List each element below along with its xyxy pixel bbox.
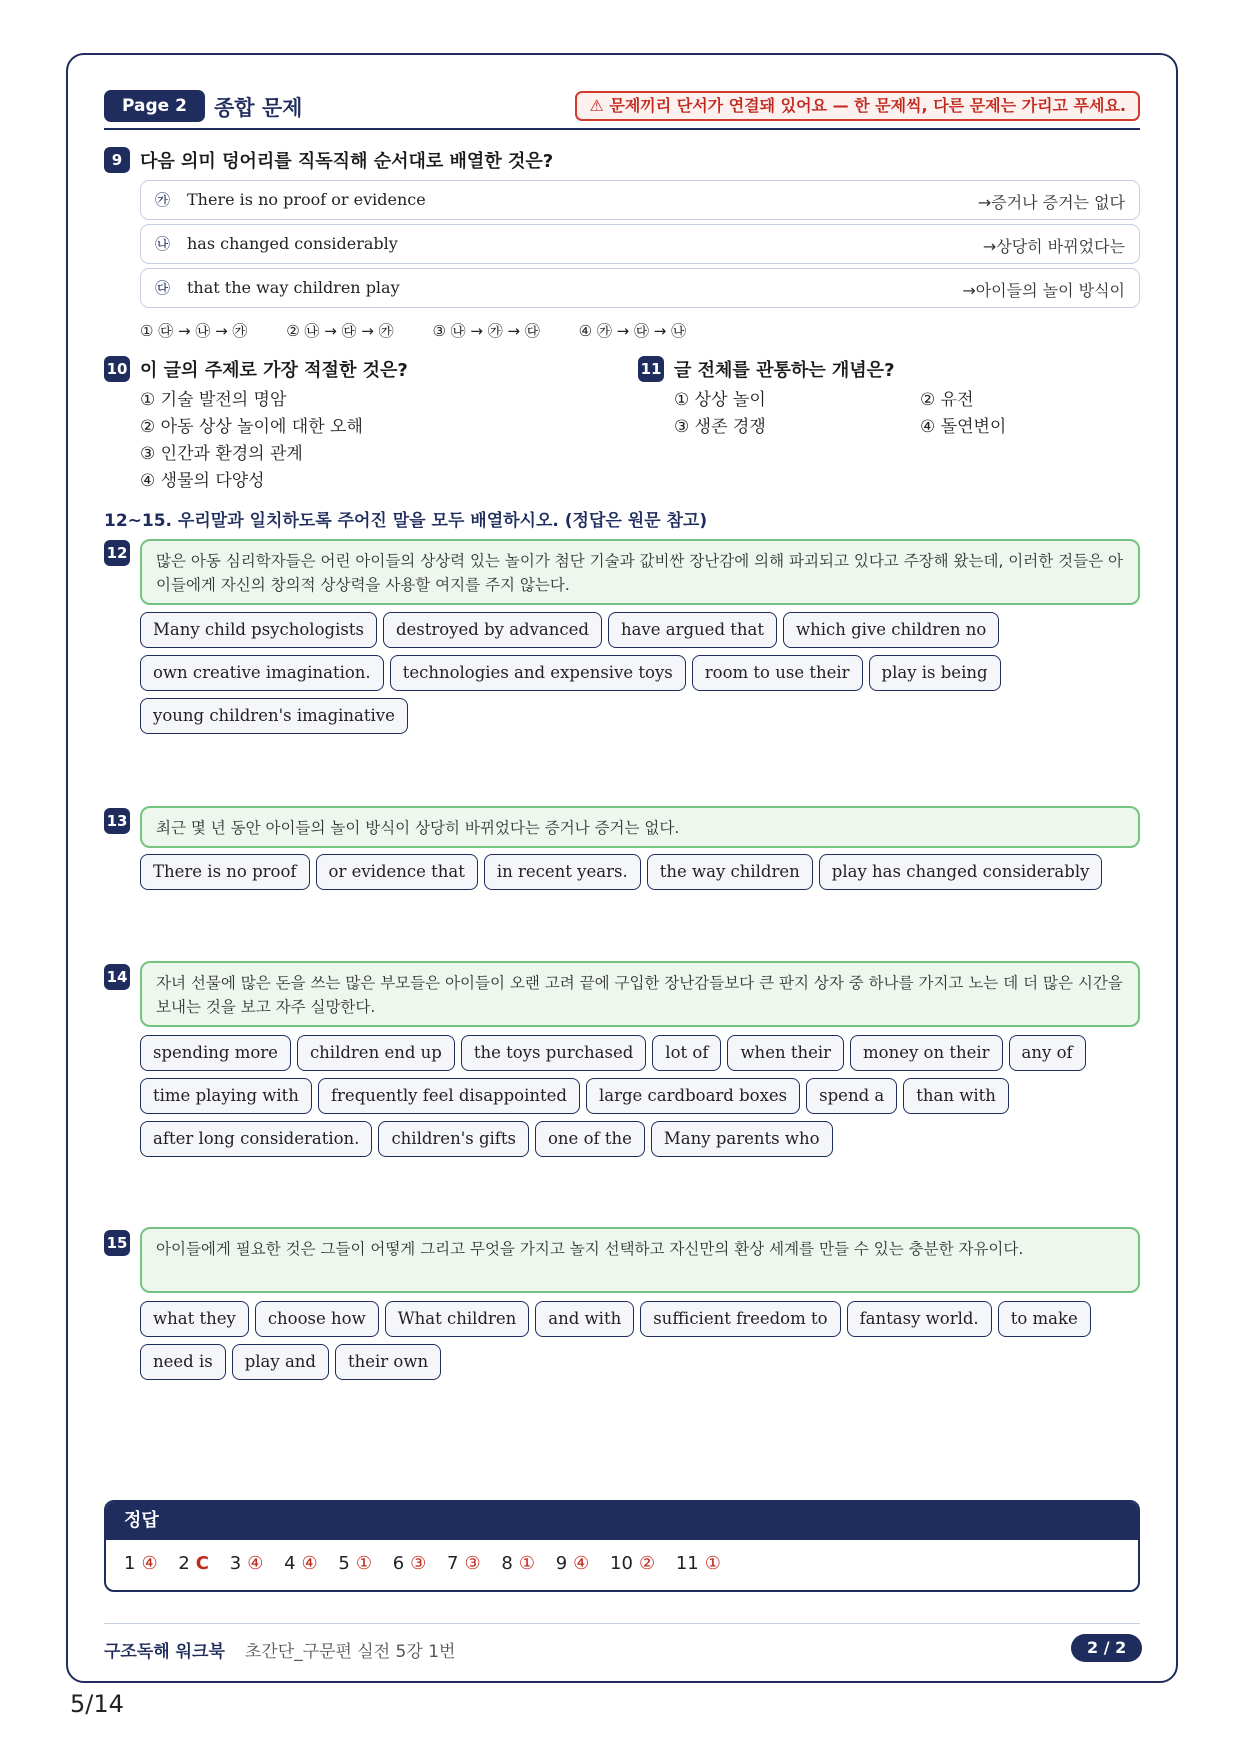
word-tile[interactable]: young children's imaginative xyxy=(140,698,408,734)
word-tile[interactable]: There is no proof xyxy=(140,854,310,890)
word-tile[interactable]: children's gifts xyxy=(378,1121,529,1157)
answer-value: ④ xyxy=(141,1553,158,1574)
word-tile[interactable]: choose how xyxy=(255,1301,379,1337)
answer-number: 7 xyxy=(447,1553,459,1574)
word-tile[interactable]: the way children xyxy=(647,854,813,890)
chunk-row xyxy=(140,180,1140,220)
word-tile[interactable]: spending more xyxy=(140,1035,291,1071)
viewer-page-counter: 5/14 xyxy=(70,1690,124,1718)
question-11-options xyxy=(674,387,766,441)
answer-number: 11 xyxy=(675,1553,699,1574)
chunk-korean: →아이들의 놀이 방식이 xyxy=(962,281,1125,300)
korean-sentence-box: 많은 아동 심리학자들은 어린 아이들의 상상력 있는 놀이가 첨단 기술과 값비싼 장난감에 의해 파괴되고 있다고 주장해 왔는데, 이러한 것들은 아이들에게 자신의 창의적 상상력을 사용할 여지를 주지 않는다. xyxy=(140,539,1140,605)
question-11-title: 글 전체를 관통하는 개념은? xyxy=(674,360,895,381)
footer-divider xyxy=(104,1623,1140,1624)
word-tile[interactable]: their own xyxy=(335,1344,441,1380)
option-3[interactable]: ③ 인간과 환경의 관계 xyxy=(140,444,303,464)
option-1[interactable]: ① 기술 발전의 명암 xyxy=(140,390,287,410)
question-number-9: 9 xyxy=(104,147,130,173)
question-11-options-right xyxy=(920,387,1006,441)
word-tile[interactable]: Many child psychologists xyxy=(140,612,377,648)
question-number-11: 11 xyxy=(638,356,664,382)
answer-item xyxy=(230,1553,264,1574)
korean-sentence-box: 아이들에게 필요한 것은 그들이 어떻게 그리고 무엇을 가지고 놀지 선택하고 자신만의 환상 세계를 만들 수 있는 충분한 자유이다. xyxy=(140,1227,1140,1293)
word-tile[interactable]: time playing with xyxy=(140,1078,312,1114)
word-tile[interactable]: need is xyxy=(140,1344,226,1380)
answer-item xyxy=(556,1553,590,1574)
chunk-row xyxy=(140,224,1140,264)
word-tiles-12 xyxy=(140,612,1150,734)
answer-number: 10 xyxy=(610,1553,633,1574)
word-tile[interactable]: frequently feel disappointed xyxy=(318,1078,580,1114)
word-tile[interactable]: fantasy world. xyxy=(847,1301,992,1337)
option-3[interactable]: ③ 생존 경쟁 xyxy=(674,417,766,437)
word-tile[interactable]: technologies and expensive toys xyxy=(390,655,686,691)
warning-notice: ⚠ 문제끼리 단서가 연결돼 있어요 — 한 문제씩, 다른 문제는 가리고 푸세요. xyxy=(575,91,1140,121)
answer-key-heading: 정답 xyxy=(106,1502,1138,1540)
answer-item xyxy=(501,1553,535,1574)
option-4[interactable]: ④ 돌연변이 xyxy=(920,417,1007,437)
word-tile[interactable]: than with xyxy=(903,1078,1009,1114)
word-tile[interactable]: destroyed by advanced xyxy=(383,612,602,648)
chunk-marker: ㉯ xyxy=(155,235,171,253)
footer-page-badge: 2 / 2 xyxy=(1071,1634,1142,1662)
answer-value: ④ xyxy=(573,1553,590,1574)
word-tile[interactable]: play has changed considerably xyxy=(819,854,1103,890)
answer-item xyxy=(124,1553,158,1574)
option-2[interactable]: ② 유전 xyxy=(920,390,974,410)
word-tile[interactable]: what they xyxy=(140,1301,249,1337)
word-tile[interactable]: and with xyxy=(535,1301,634,1337)
answer-item xyxy=(676,1553,721,1574)
answer-value: ③ xyxy=(410,1553,427,1574)
answer-item xyxy=(610,1553,655,1574)
answer-number: 9 xyxy=(555,1553,568,1574)
answer-value: ① xyxy=(355,1553,372,1574)
word-tile[interactable]: one of the xyxy=(535,1121,645,1157)
page-title: 종합 문제 xyxy=(214,96,303,120)
word-tile[interactable]: large cardboard boxes xyxy=(586,1078,800,1114)
word-tile[interactable]: children end up xyxy=(297,1035,455,1071)
question-10-options xyxy=(140,387,363,495)
question-number-12: 12 xyxy=(104,540,130,566)
chunk-row xyxy=(140,268,1140,308)
answer-key xyxy=(104,1500,1140,1592)
footer-subtitle: 초간단_구문편 실전 5강 1번 xyxy=(244,1642,456,1662)
word-tile[interactable]: have argued that xyxy=(608,612,777,648)
chunk-english: that the way children play xyxy=(187,278,400,297)
question-number-13: 13 xyxy=(104,808,130,834)
question-number-14: 14 xyxy=(104,964,130,990)
answer-number: 6 xyxy=(392,1553,405,1574)
option-1[interactable]: ① ㉰ → ㉯ → ㉮ xyxy=(140,322,248,340)
option-3[interactable]: ③ ㉯ → ㉮ → ㉰ xyxy=(432,322,540,340)
word-tile[interactable]: money on their xyxy=(850,1035,1003,1071)
word-tiles-14 xyxy=(140,1035,1150,1157)
word-tile[interactable]: own creative imagination. xyxy=(140,655,384,691)
word-tile[interactable]: sufficient freedom to xyxy=(640,1301,840,1337)
footer xyxy=(104,1637,455,1662)
question-9-title: 다음 의미 덩어리를 직독직해 순서대로 배열한 것은? xyxy=(140,151,554,172)
question-number-10: 10 xyxy=(104,356,130,382)
option-2[interactable]: ② ㉯ → ㉰ → ㉮ xyxy=(286,322,394,340)
word-tile[interactable]: play and xyxy=(232,1344,329,1380)
option-2[interactable]: ② 아동 상상 놀이에 대한 오해 xyxy=(140,417,363,437)
answer-number: 2 xyxy=(178,1553,190,1574)
question-number-15: 15 xyxy=(104,1230,130,1256)
answer-value: ① xyxy=(704,1553,721,1574)
korean-sentence-box: 자녀 선물에 많은 돈을 쓰는 많은 부모들은 아이들이 오랜 고려 끝에 구입한 장난감들보다 큰 판지 상자 중 하나를 가지고 노는 데 더 많은 시간을 보내는 것을 보고 자주 실망한다. xyxy=(140,961,1140,1027)
question-10-title: 이 글의 주제로 가장 적절한 것은? xyxy=(140,360,408,381)
answer-item xyxy=(447,1553,481,1574)
word-tile[interactable]: which give children no xyxy=(783,612,999,648)
answer-number: 1 xyxy=(124,1553,136,1574)
chunk-english: There is no proof or evidence xyxy=(187,190,426,209)
word-tile[interactable]: any of xyxy=(1009,1035,1086,1071)
answer-number: 4 xyxy=(284,1553,296,1574)
chunk-korean: →상당히 바뀌었다는 xyxy=(982,237,1125,256)
answer-item xyxy=(338,1553,372,1574)
option-4[interactable]: ④ 생물의 다양성 xyxy=(140,471,265,491)
chunk-korean: →증거나 증거는 없다 xyxy=(977,193,1125,212)
word-tile[interactable]: What children xyxy=(385,1301,530,1337)
answer-value: ④ xyxy=(301,1553,318,1574)
option-1[interactable]: ① 상상 놀이 xyxy=(674,390,766,410)
answer-value: ① xyxy=(518,1553,535,1574)
answer-number: 8 xyxy=(501,1553,513,1574)
page-label-badge: Page 2 xyxy=(104,90,205,122)
answer-number: 3 xyxy=(229,1553,242,1574)
chunk-marker: ㉮ xyxy=(155,191,171,209)
word-tile[interactable]: room to use their xyxy=(692,655,863,691)
answer-value: ② xyxy=(638,1553,656,1574)
word-tile[interactable]: lot of xyxy=(652,1035,721,1071)
page-header xyxy=(104,90,1140,130)
word-tiles-15 xyxy=(140,1301,1150,1380)
answer-item xyxy=(393,1553,427,1574)
word-tile[interactable]: play is being xyxy=(869,655,1001,691)
chunk-marker: ㉰ xyxy=(155,279,171,297)
word-tile[interactable]: or evidence that xyxy=(316,854,478,890)
korean-sentence-box: 최근 몇 년 동안 아이들의 놀이 방식이 상당히 바뀌었다는 증거나 증거는 없다. xyxy=(140,806,1140,848)
answer-item xyxy=(178,1553,209,1574)
footer-brand: 구조독해 워크북 xyxy=(104,1642,225,1662)
word-tiles-13 xyxy=(140,854,1150,890)
answer-value: ④ xyxy=(247,1553,264,1574)
word-tile[interactable]: the toys purchased xyxy=(461,1035,646,1071)
word-tile[interactable]: Many parents who xyxy=(651,1121,833,1157)
word-tile[interactable]: when their xyxy=(727,1035,844,1071)
section-title: 12~15. 우리말과 일치하도록 주어진 말을 모두 배열하시오. (정답은 원문 참고) xyxy=(104,511,708,531)
question-9-options xyxy=(140,320,720,341)
answer-list xyxy=(106,1540,1138,1574)
answer-number: 5 xyxy=(338,1553,350,1574)
answer-value: C xyxy=(195,1553,209,1574)
option-4[interactable]: ④ ㉮ → ㉰ → ㉯ xyxy=(578,322,687,340)
chunk-english: has changed considerably xyxy=(187,234,398,253)
answer-item xyxy=(284,1553,318,1574)
word-tile[interactable]: after long consideration. xyxy=(140,1121,372,1157)
word-tile[interactable]: spend a xyxy=(806,1078,897,1114)
word-tile[interactable]: in recent years. xyxy=(484,854,641,890)
word-tile[interactable]: to make xyxy=(998,1301,1091,1337)
answer-value: ③ xyxy=(464,1553,481,1574)
